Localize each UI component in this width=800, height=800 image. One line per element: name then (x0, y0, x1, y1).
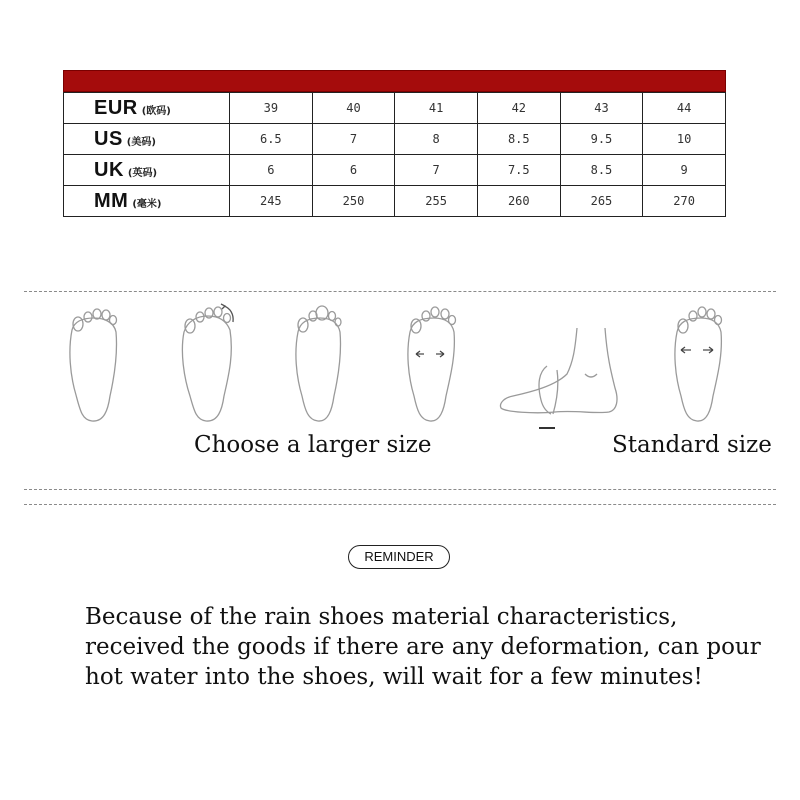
table-cell: 8.5 (560, 155, 643, 186)
table-cell: 44 (643, 93, 726, 124)
table-cell: 7.5 (477, 155, 560, 186)
table-row-mm (64, 186, 726, 217)
table-cell: 6 (230, 155, 313, 186)
row-label (64, 155, 230, 186)
table-cell: 40 (312, 93, 395, 124)
wide-foot-icon (64, 300, 124, 426)
table-cell: 255 (395, 186, 478, 217)
table-cell: 8 (395, 124, 478, 155)
row-label (64, 93, 230, 124)
row-label-sub: (欧码) (141, 105, 171, 117)
table-cell: 8.5 (477, 124, 560, 155)
row-label-main: EUR (94, 96, 138, 119)
table-cell: 270 (643, 186, 726, 217)
standard-size-caption: Standard size (612, 432, 772, 458)
table-cell: 265 (560, 186, 643, 217)
dashed-divider (24, 504, 776, 505)
table-cell: 7 (312, 124, 395, 155)
standard-foot-icon (669, 300, 729, 426)
table-cell: 9.5 (560, 124, 643, 155)
foot-width-icon (402, 300, 464, 426)
reminder-badge: REMINDER (348, 545, 450, 569)
table-row-uk (64, 155, 726, 186)
row-label-main: MM (94, 189, 129, 212)
larger-size-caption: Choose a larger size (194, 432, 432, 458)
row-label (64, 186, 230, 217)
side-foot-icon (495, 300, 625, 435)
row-label (64, 124, 230, 155)
row-label-sub: (美码) (126, 136, 156, 148)
dashed-divider (24, 291, 776, 292)
table-cell: 7 (395, 155, 478, 186)
table-cell: 6 (312, 155, 395, 186)
table-cell: 41 (395, 93, 478, 124)
row-label-sub: (毫米) (132, 198, 162, 210)
row-label-main: UK (94, 158, 124, 181)
table-cell: 43 (560, 93, 643, 124)
table-row-eur (64, 93, 726, 124)
bunion-foot-icon (178, 300, 238, 426)
table-cell: 10 (643, 124, 726, 155)
size-chart (63, 70, 726, 217)
size-table (63, 92, 726, 217)
row-label-main: US (94, 127, 123, 150)
dashed-divider (24, 489, 776, 490)
row-label-sub: (英码) (127, 167, 158, 179)
foot-illustrations (0, 300, 800, 440)
table-cell: 6.5 (230, 124, 313, 155)
narrow-foot-icon (290, 300, 348, 426)
table-cell: 42 (477, 93, 560, 124)
table-header-bar (63, 70, 726, 92)
table-cell: 260 (477, 186, 560, 217)
table-cell: 9 (643, 155, 726, 186)
table-cell: 39 (230, 93, 313, 124)
table-cell: 245 (230, 186, 313, 217)
table-row-us (64, 124, 726, 155)
reminder-text: Because of the rain shoes material characteristics, received the goods if there are any deformation, can pour hot water into the shoes, will wait for a few minutes! (85, 604, 761, 690)
table-cell: 250 (312, 186, 395, 217)
